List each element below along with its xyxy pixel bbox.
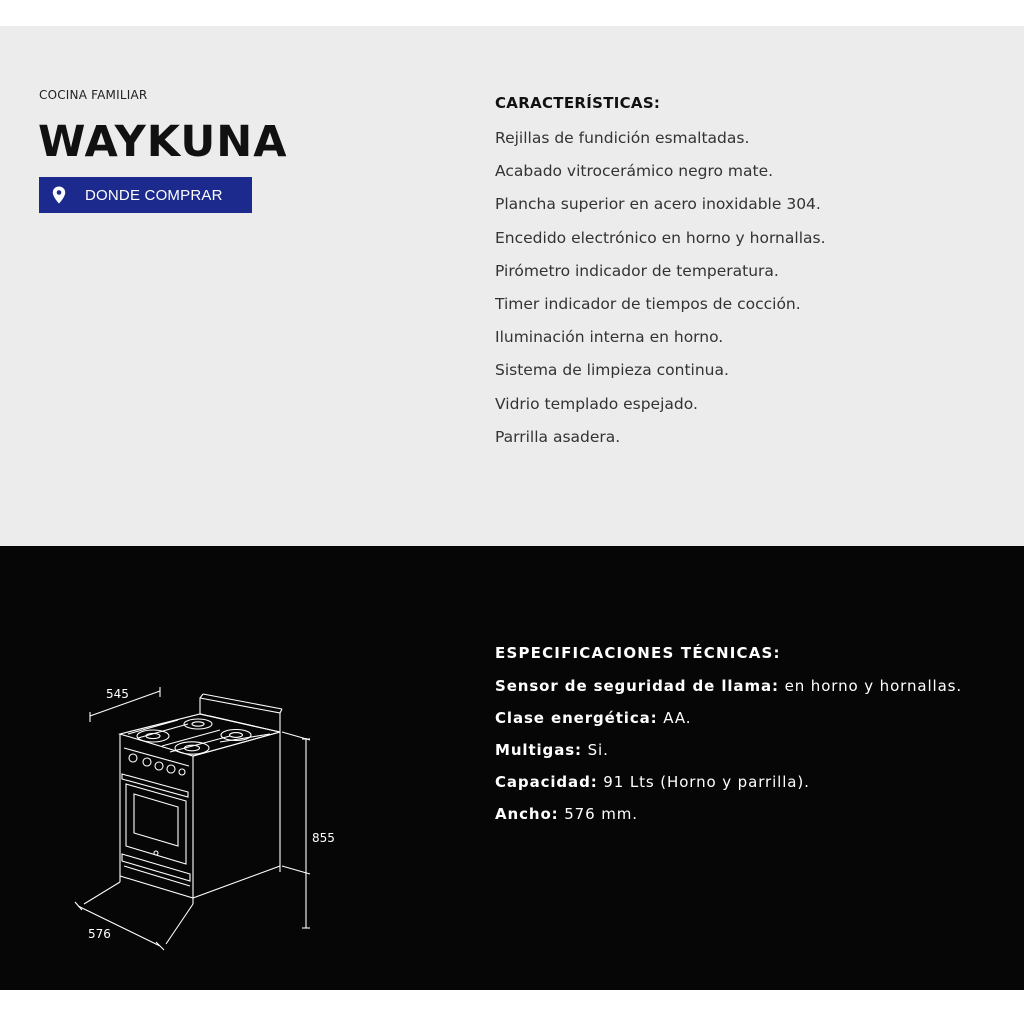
feature-item: Vidrio templado espejado. — [495, 394, 698, 413]
spec-item — [495, 800, 962, 832]
features-list — [495, 124, 826, 456]
feature-item: Rejillas de fundición esmaltadas. — [495, 129, 750, 147]
specs-list — [495, 672, 962, 832]
where-to-buy-label: DONDE COMPRAR — [85, 186, 223, 204]
spec-value: en horno y hornallas. — [784, 677, 963, 695]
feature-item: Timer indicador de tiempos de cocción. — [495, 294, 801, 313]
feature-item: Iluminación interna en horno. — [495, 328, 724, 347]
specs-heading: ESPECIFICACIONES TÉCNICAS: — [495, 644, 781, 662]
feature-item: Plancha superior en acero inoxidable 304. — [495, 195, 821, 214]
spec-value: AA. — [663, 709, 692, 727]
feature-item: Pirómetro indicador de temperatura. — [495, 261, 779, 280]
width-dimension-label: 576 — [88, 927, 111, 941]
product-category: COCINA FAMILIAR — [39, 88, 148, 102]
map-pin-icon — [52, 186, 66, 204]
depth-dimension-label: 545 — [106, 687, 129, 701]
spec-label: Ancho: — [495, 805, 559, 823]
feature-item: Parrilla asadera. — [495, 427, 621, 446]
spec-item — [495, 736, 962, 768]
spec-value: 91 Lts (Horno y parrilla). — [603, 773, 810, 791]
spec-value: Si. — [587, 741, 609, 759]
spec-label: Capacidad: — [495, 773, 598, 791]
product-title: WAYKUNA — [38, 117, 288, 167]
spec-item — [495, 768, 962, 800]
where-to-buy-button[interactable] — [39, 177, 252, 213]
spec-value: 576 mm. — [564, 805, 638, 823]
feature-item: Encedido electrónico en horno y hornallas. — [495, 228, 826, 247]
feature-item: Sistema de limpieza continua. — [495, 361, 729, 380]
spec-label: Clase energética: — [495, 709, 658, 727]
feature-item: Acabado vitrocerámico negro mate. — [495, 162, 774, 181]
spec-label: Sensor de seguridad de llama: — [495, 677, 779, 695]
technical-specs-section — [0, 546, 1024, 990]
spec-item — [495, 704, 962, 736]
stove-dimension-drawing — [70, 676, 350, 956]
spec-item — [495, 672, 962, 704]
spec-label: Multigas: — [495, 741, 582, 759]
height-dimension-label: 855 — [312, 831, 335, 845]
product-hero-section — [0, 26, 1024, 546]
features-heading: CARACTERÍSTICAS: — [495, 94, 661, 112]
